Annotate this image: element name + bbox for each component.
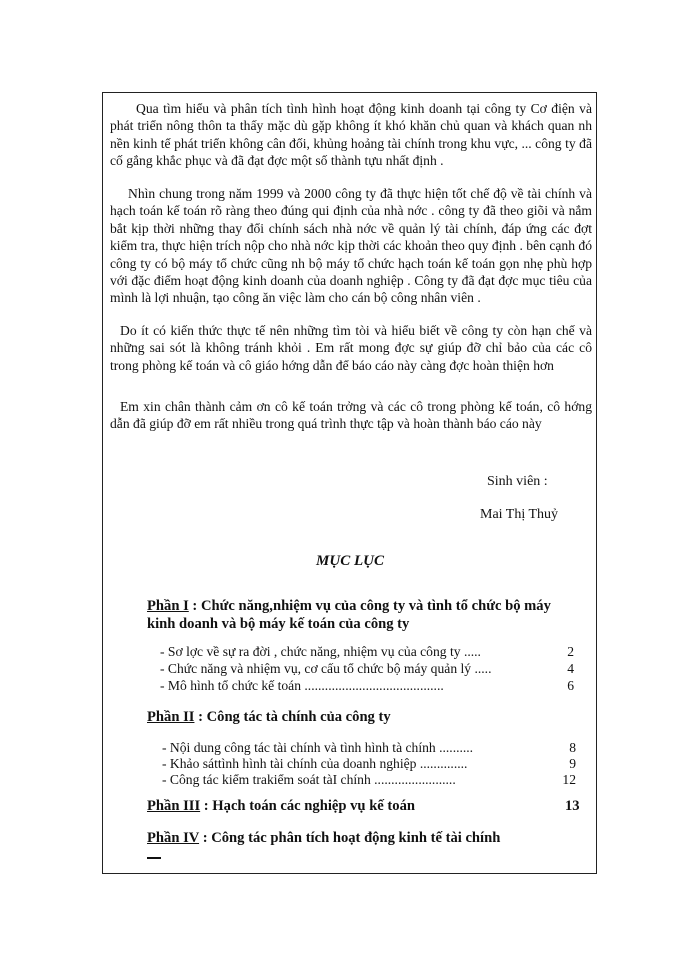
- toc-entry-page: 12: [562, 772, 576, 787]
- toc-part-title: : Công tác phân tích hoạt động kinh tế tài chính: [199, 830, 501, 846]
- toc-part-4: [147, 829, 500, 847]
- toc-part-title: : Hạch toán các nghiệp vụ kế toán: [200, 798, 416, 814]
- toc-entry: [160, 677, 574, 694]
- toc-entry: [162, 755, 576, 772]
- toc-part-title: : Công tác tà chính của công ty: [194, 709, 391, 725]
- toc-entry-page: 4: [567, 661, 574, 676]
- toc-entry-text: - Chức năng và nhiệm vụ, cơ cấu tổ chức bộ máy quản lý .....: [160, 661, 492, 676]
- toc-entry-page: 6: [567, 678, 574, 693]
- toc-entry: [160, 660, 574, 677]
- toc-entry-text: - Nội dung công tác tài chính và tình hình tà chính ..........: [162, 740, 474, 755]
- toc-title: MỤC LỤC: [316, 553, 384, 569]
- toc-part-label: Phần II: [147, 709, 195, 725]
- toc-entry: [160, 643, 574, 660]
- toc-part-2: [147, 708, 391, 726]
- toc-entry-page: 13: [565, 798, 580, 814]
- toc-part-label: Phần I: [147, 598, 189, 614]
- end-dash: [147, 857, 161, 859]
- toc-entry-text: - Công tác kiểm trakiểm soát tàI chính ........................: [162, 772, 456, 787]
- toc-entry-page: 8: [569, 740, 576, 755]
- toc-entry-text: - Sơ lợc về sự ra đời , chức năng, nhiệm vụ của công ty .....: [160, 644, 481, 659]
- toc-part-label: Phần III: [147, 798, 201, 814]
- toc-part-label: Phần IV: [147, 830, 200, 846]
- paragraph-summary: Nhìn chung trong năm 1999 và 2000 công ty đã thực hiện tốt chế độ về tài chính và hạch toán kế toán rõ ràng theo đúng qui định của nhà nớc . công ty đã theo giõi và nắm bắt kịp thời những thay đổi chính sách nhà nớc về quản lý tài chính, đáp ứng các đợt kiểm tra, thực hiện trích nộp cho nhà nớc kịp thời các khoản theo quy định . bên cạnh đó công ty có bộ máy tổ chức cũng nh bộ máy tổ chức hạch toán kế toán gọn nhẹ phù hợp với đặc điểm hoạt động kinh doanh của doanh nghiệp . Công ty đã đạt đợc mục tiêu của mình là lợi nhuận, tạo công ăn việc làm cho cán bộ công nhân viên .: [110, 186, 592, 306]
- toc-entry: [162, 771, 576, 788]
- toc-entry-text: - Khảo sáttình hình tài chính của doanh nghiệp ..............: [162, 756, 468, 771]
- toc-entry-page: 9: [569, 756, 576, 771]
- toc-entry-text: - Mô hình tổ chức kế toán .........................................: [160, 678, 444, 693]
- paragraph-intro: Qua tìm hiểu và phân tích tình hình hoạt động kinh doanh tại công ty Cơ điện và phát triển nông thôn ta thấy mặc dù gặp không ít khó khăn chủ quan và khách quan nh nền kinh tế phát triển không cân đối, khủng hoảng tài chính trong khu vực, ... công ty đã cố gắng khắc phục và đã đạt đợc một số thành tựu nhất định .: [110, 101, 592, 169]
- signature-label: Sinh viên :: [487, 474, 548, 489]
- signature-name: Mai Thị Thuỷ: [480, 507, 559, 522]
- toc-part-3: [147, 797, 587, 815]
- toc-part-title: : Chức năng,nhiệm vụ của công ty và tình tổ chức bộ máy kinh doanh và bộ máy kế toán của công ty: [147, 598, 551, 632]
- paragraph-thanks: Em xin chân thành cảm ơn cô kế toán trởng và các cô trong phòng kế toán, cô hớng dẫn đã giúp đỡ em rất nhiều trong quá trình thực tập và hoàn thành báo cáo này: [110, 399, 592, 432]
- toc-part-1: [147, 597, 567, 633]
- toc-entry: [162, 739, 576, 756]
- toc-entry-page: 2: [567, 644, 574, 659]
- paragraph-request: Do ít có kiến thức thực tế nên những tìm tòi và hiểu biết về công ty còn hạn chế và những sai sót là không tránh khỏi . Em rất mong đợc sự giúp đỡ chỉ bảo của các cô trong phòng kế toán và cô giáo hớng dẫn để báo cáo này càng đợc hoàn thiện hơn: [110, 323, 592, 373]
